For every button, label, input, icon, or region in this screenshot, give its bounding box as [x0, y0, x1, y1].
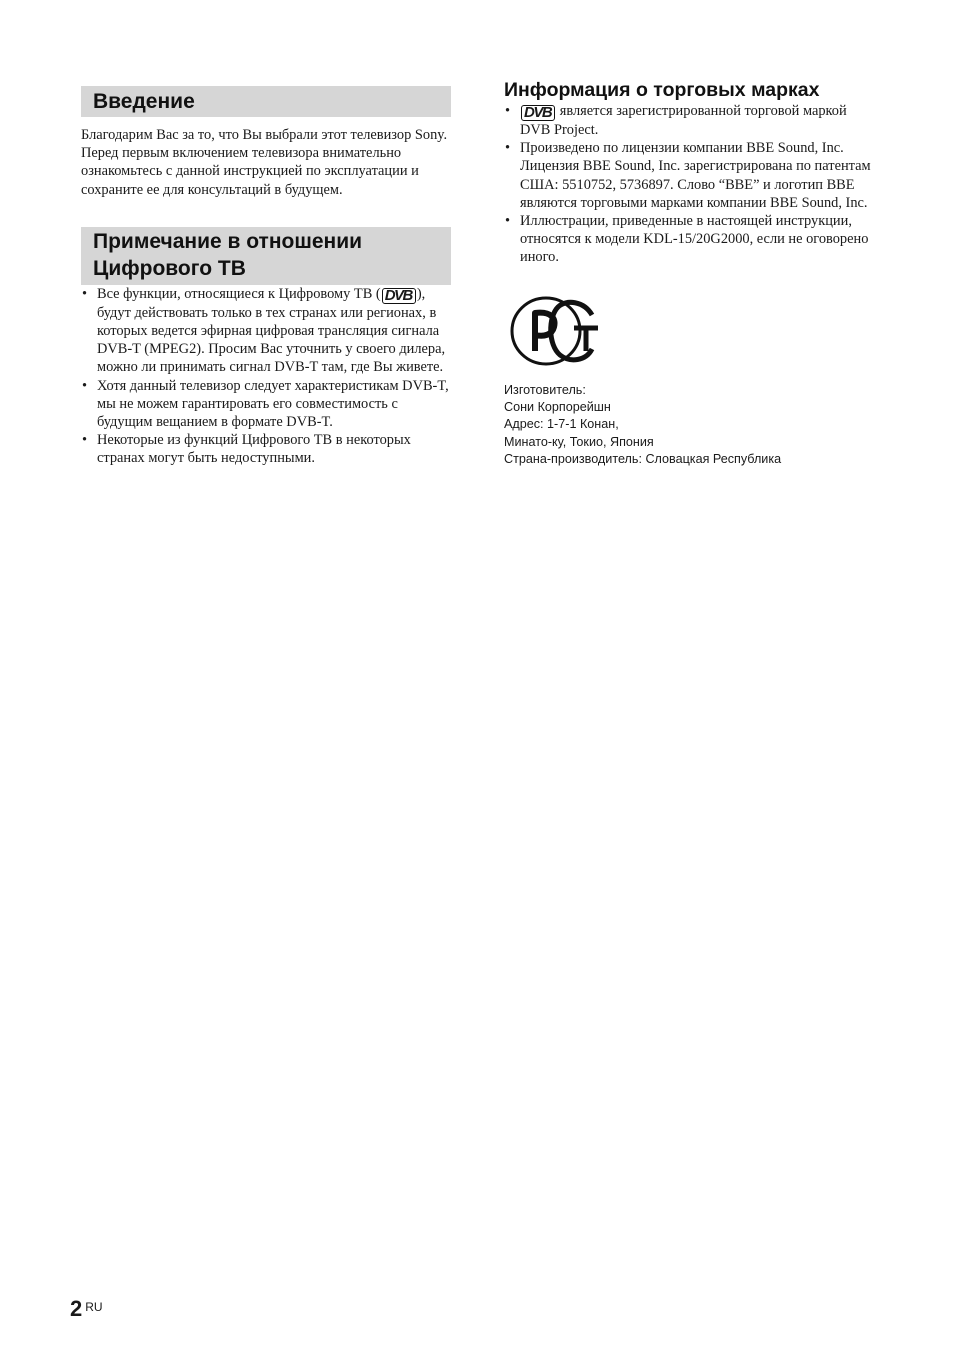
bullet-icon: • [505, 213, 511, 230]
list-item [81, 377, 451, 432]
intro-paragraph-2: Перед первым включением телевизора внимательно ознакомьтесь с данной инструкцией по эксплуатации и сохраните ее для консультаций в будущем. [81, 145, 419, 198]
digital-tv-heading [81, 227, 451, 285]
manufacturer-address-1: Адрес: 1-7-1 Конан, [504, 417, 619, 432]
digital-note-3: Некоторые из функций Цифрового ТВ в некоторых странах могут быть недоступными. [97, 432, 411, 467]
digital-tv-heading-line2: Цифрового ТВ [93, 256, 246, 280]
digital-tv-notes [81, 285, 451, 468]
digital-note-1-end: ), будут действовать только в тех странах или регионах, в которых ведется эфирная цифровая трансляция сигнала DVB-T (MPEG2). Просим Вас уточнить у своего дилера, можно ли принимать сигнал DVB-T там, где Вы живете. [97, 285, 446, 376]
page-footer [70, 1296, 103, 1322]
intro-text [81, 126, 451, 199]
intro-heading: Введение [81, 86, 451, 117]
bullet-icon: • [82, 285, 88, 302]
manufacturer-label: Изготовитель: [504, 382, 586, 397]
digital-note-2: Хотя данный телевизор следует характеристикам DVB-T, мы не можем гарантировать его совместимость с будущим вещанием в формате DVB-T. [97, 377, 449, 431]
manufacturer-company: Сони Корпорейшн [504, 399, 611, 414]
illustration-note-list [504, 212, 876, 267]
digital-note-1-start: Все функции, относящиеся к Цифровому ТВ ( [97, 285, 381, 302]
list-item [504, 139, 876, 212]
bullet-icon: • [82, 432, 88, 449]
bullet-icon: • [82, 377, 88, 394]
digital-tv-heading-line1: Примечание в отношении [93, 229, 363, 253]
manufacturer-address-2: Минато-ку, Токио, Япония [504, 434, 654, 449]
trademarks-list [504, 102, 876, 212]
dvb-logo: DVB [382, 288, 416, 304]
page-language: RU [85, 1300, 103, 1314]
rst-certification-icon [504, 293, 604, 371]
bullet-icon: • [505, 140, 511, 157]
manufacturer-info [504, 382, 876, 468]
right-column [504, 78, 876, 468]
bullet-icon: • [505, 103, 511, 119]
manufacturer-country: Страна-производитель: Словацкая Республика [504, 451, 782, 466]
left-column [81, 78, 451, 468]
trademark-bbe-text: Произведено по лицензии компании BBE Sound, Inc. Лицензия BBE Sound, Inc. зарегистрирована по патентам США: 5510752, 5736897. Слово “BBE” и логотип BBE являются торговыми марками компании BBE Sound, Inc. [520, 140, 871, 211]
page-number: 2 [70, 1296, 83, 1321]
dvb-logo: DVB [521, 105, 555, 121]
list-item [81, 431, 451, 467]
trademark-dvb-text: является зарегистрированной торговой маркой DVB Project. [520, 103, 847, 138]
list-item [81, 285, 451, 377]
list-item [504, 102, 876, 139]
intro-paragraph-1: Благодарим Вас за то, что Вы выбрали этот телевизор Sony. [81, 127, 448, 143]
illustration-note: Иллюстрации, приведенные в настоящей инструкции, относятся к модели KDL-15/20G2000, если не оговорено иного. [520, 213, 869, 266]
list-item [504, 212, 876, 267]
trademarks-heading: Информация о торговых марках [504, 79, 820, 101]
